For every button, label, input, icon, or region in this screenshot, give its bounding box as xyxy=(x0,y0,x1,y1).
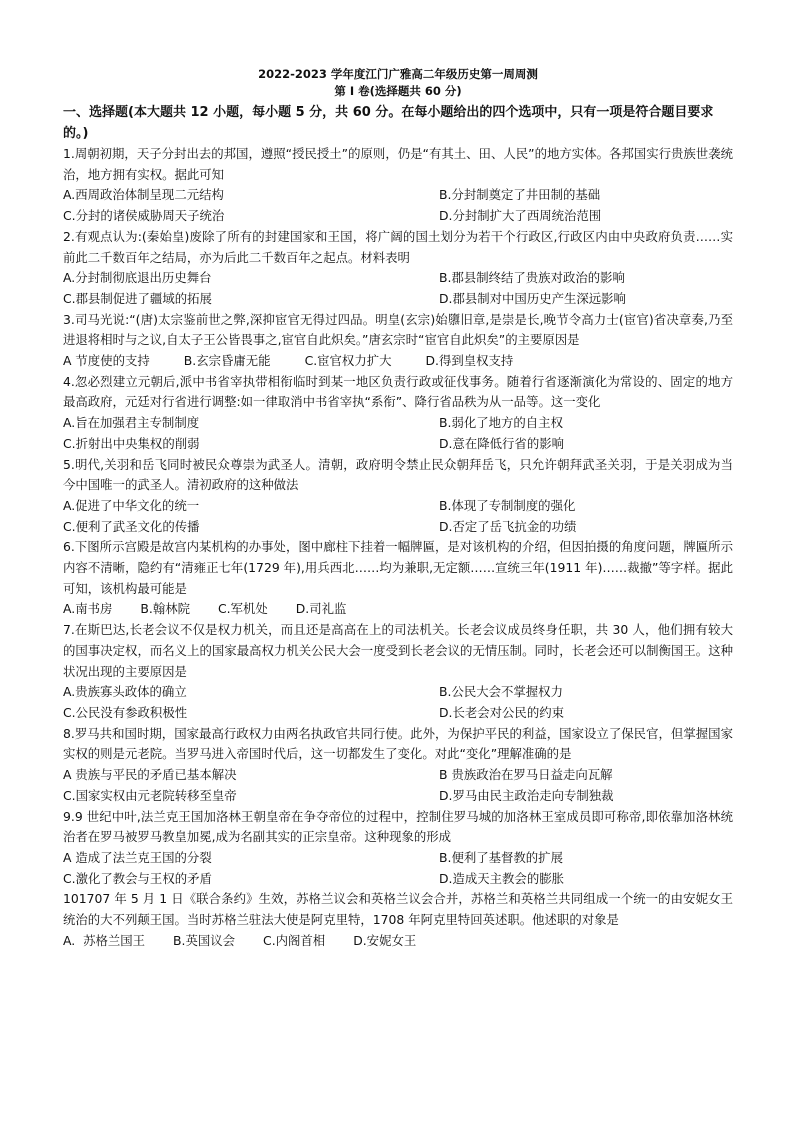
option-a: A.旨在加强君主专制制度 xyxy=(63,415,200,431)
option-d: D.造成天主教会的膨胀 xyxy=(439,870,564,886)
option-b: B.玄宗昏庸无能 xyxy=(183,353,271,369)
question-7-options xyxy=(63,682,733,723)
question-10-options xyxy=(63,931,733,952)
question-5-options xyxy=(63,496,733,537)
option-b: B.弱化了地方的自主权 xyxy=(439,415,563,431)
question-5-stem: 5.明代,关羽和岳飞同时被民众尊崇为武圣人。清朝，政府明令禁止民众朝拜岳飞，只允许朝拜武圣关羽，于是关羽成为当今中国唯一的武圣人。清初政府的这种做法 xyxy=(63,456,733,493)
question-9-stem: 9.9 世纪中叶,法兰克王国加洛林王朝皇帝在争夺帝位的过程中，控制住罗马城的加洛林王室成员即可称帝,即依靠加洛林统治者在罗马被罗马教皇加冕,成为名副其实的正宗皇帝。这种现象的形成 xyxy=(63,808,733,845)
option-c: C.分封的诸侯威胁周天子统治 xyxy=(63,208,225,224)
option-a: A.西周政治体制呈现二元结构 xyxy=(63,187,224,203)
option-b: B.便利了基督教的扩展 xyxy=(439,849,563,865)
exam-subtitle: 第 I 卷(选择题共 60 分) xyxy=(334,84,462,98)
question-10-stem: 101707 年 5 月 1 日《联合条约》生效，苏格兰议会和英格兰议会合并，苏格兰和英格兰共同组成一个统一的由安妮女王统治的大不列颠王国。当时苏格兰驻法大使是阿克里特，1708 年阿克里特回英述职。他述职的对象是 xyxy=(63,891,733,928)
option-c: C.折射出中央集权的削弱 xyxy=(63,435,200,451)
option-a: A.分封制彻底退出历史舞台 xyxy=(63,270,212,286)
question-4-stem: 4.忽必烈建立元朝后,派中书省宰执带相衔临时到某一地区负责行政或征伐事务。随着行省逐渐演化为常设的、固定的地方最高政府，元廷对行省进行调整:如一律取消中书省宰执“系衔”、降行省品秩为从一品等。这一变化 xyxy=(63,373,733,410)
option-d: D.意在降低行省的影响 xyxy=(439,435,564,451)
option-d: D.罗马由民主政治走向专制独裁 xyxy=(439,787,614,803)
option-a: A.贵族寡头政体的确立 xyxy=(63,684,187,700)
option-a: A.南书房 xyxy=(63,601,113,617)
option-d: D.司礼监 xyxy=(295,601,347,617)
option-c: C.内阁首相 xyxy=(263,932,326,948)
question-8-options xyxy=(63,765,733,806)
option-c: C.激化了教会与王权的矛盾 xyxy=(63,870,212,886)
option-a: A 节度使的支持 xyxy=(63,353,150,369)
option-c: C.公民没有参政积极性 xyxy=(63,704,188,720)
option-d: D.得到皇权支持 xyxy=(425,353,514,369)
option-d: D.长老会对公民的约束 xyxy=(439,704,564,720)
option-b: B.英国议会 xyxy=(173,932,236,948)
question-4-options xyxy=(63,413,733,454)
section-heading: 一、选择题(本大题共 12 小题，每小题 5 分，共 60 分。在每小题给出的四个选项中，只有一项是符合题目要求的。) xyxy=(63,105,714,141)
option-c: C.郡县制促进了疆域的拓展 xyxy=(63,290,212,306)
exam-title: 2022-2023 学年度江门广雅高二年级历史第一周周测 xyxy=(258,67,538,81)
question-2-stem: 2.有观点认为:(秦始皇)废除了所有的封建国家和王国，将广阔的国土划分为若干个行政区,行政区内由中央政府负责……实前此二千数百年之结局，亦为后此二千数百年之起点。材料表明 xyxy=(63,228,733,265)
option-d: D.安妮女王 xyxy=(353,932,417,948)
question-3-stem: 3.司马光说:“(唐)太宗鉴前世之弊,深抑宦官无得过四品。明皇(玄宗)始隳旧章,是崇是长,晚节令高力士(宦官)省决章奏,乃至进退将相时与之议,自太子王公皆畏事之,宦官自此炽矣。”唐玄宗时“宦官自此炽矣”的主要原因是 xyxy=(63,311,733,348)
question-6-options xyxy=(63,599,733,620)
option-c: C.便利了武圣文化的传播 xyxy=(63,518,200,534)
question-2-options xyxy=(63,268,733,309)
option-c: C.军机处 xyxy=(218,601,268,617)
option-b: B.翰林院 xyxy=(140,601,190,617)
exam-page xyxy=(63,66,733,951)
option-d: D.郡县制对中国历史产生深远影响 xyxy=(439,290,626,306)
option-b: B.分封制奠定了井田制的基础 xyxy=(439,187,601,203)
option-a: A. 苏格兰国王 xyxy=(63,932,146,948)
option-b: B 贵族政治在罗马日益走向瓦解 xyxy=(439,767,613,783)
option-b: B.公民大会不掌握权力 xyxy=(439,684,563,700)
option-a: A 贵族与平民的矛盾已基本解决 xyxy=(63,767,237,783)
option-c: C.国家实权由元老院转移至皇帝 xyxy=(63,787,237,803)
option-b: B.郡县制终结了贵族对政治的影响 xyxy=(439,270,625,286)
option-d: D.分封制扩大了西周统治范围 xyxy=(439,208,602,224)
option-a: A 造成了法兰克王国的分裂 xyxy=(63,849,212,865)
question-1-options xyxy=(63,185,733,226)
question-6-stem: 6.下图所示宫殿是故宫内某机构的办事处，图中廊柱下挂着一幅牌匾，是对该机构的介绍，但因拍摄的角度问题，牌匾所示内容不清晰，隐约有“清雍正七年(1729 年),用兵西北……均为兼职,无定额……宣统三年(1911 年)……裁撤”等字样。据此可知，该机构最可能是 xyxy=(63,539,733,596)
option-c: C.宦官权力扩大 xyxy=(304,353,392,369)
question-7-stem: 7.在斯巴达,长老会议不仅是权力机关，而且还是高高在上的司法机关。长老会议成员终身任职，共 30 人，他们拥有较大的国事决定权，而名义上的国家最高权力机关公民大会一度受到长老会议的无情压制。同时，长老会还可以制衡国王。这种状况出现的主要原因是 xyxy=(63,622,733,679)
question-3-options xyxy=(63,351,733,372)
question-9-options xyxy=(63,848,733,889)
question-1-stem: 1.周朝初期，天子分封出去的邦国，遵照“授民授土”的原则，仍是“有其土、田、人民”的地方实体。各邦国实行贵族世袭统治，地方拥有实权。据此可知 xyxy=(63,146,733,182)
option-b: B.体现了专制制度的强化 xyxy=(439,497,576,513)
option-a: A.促进了中华文化的统一 xyxy=(63,497,200,513)
option-d: D.否定了岳飞抗金的功绩 xyxy=(439,518,577,534)
question-8-stem: 8.罗马共和国时期，国家最高行政权力由两名执政官共同行使。此外，为保护平民的利益，国家设立了保民官，但掌握国家实权的则是元老院。当罗马进入帝国时代后，这一切都发生了变化。对此“变化”理解准确的是 xyxy=(63,725,733,762)
